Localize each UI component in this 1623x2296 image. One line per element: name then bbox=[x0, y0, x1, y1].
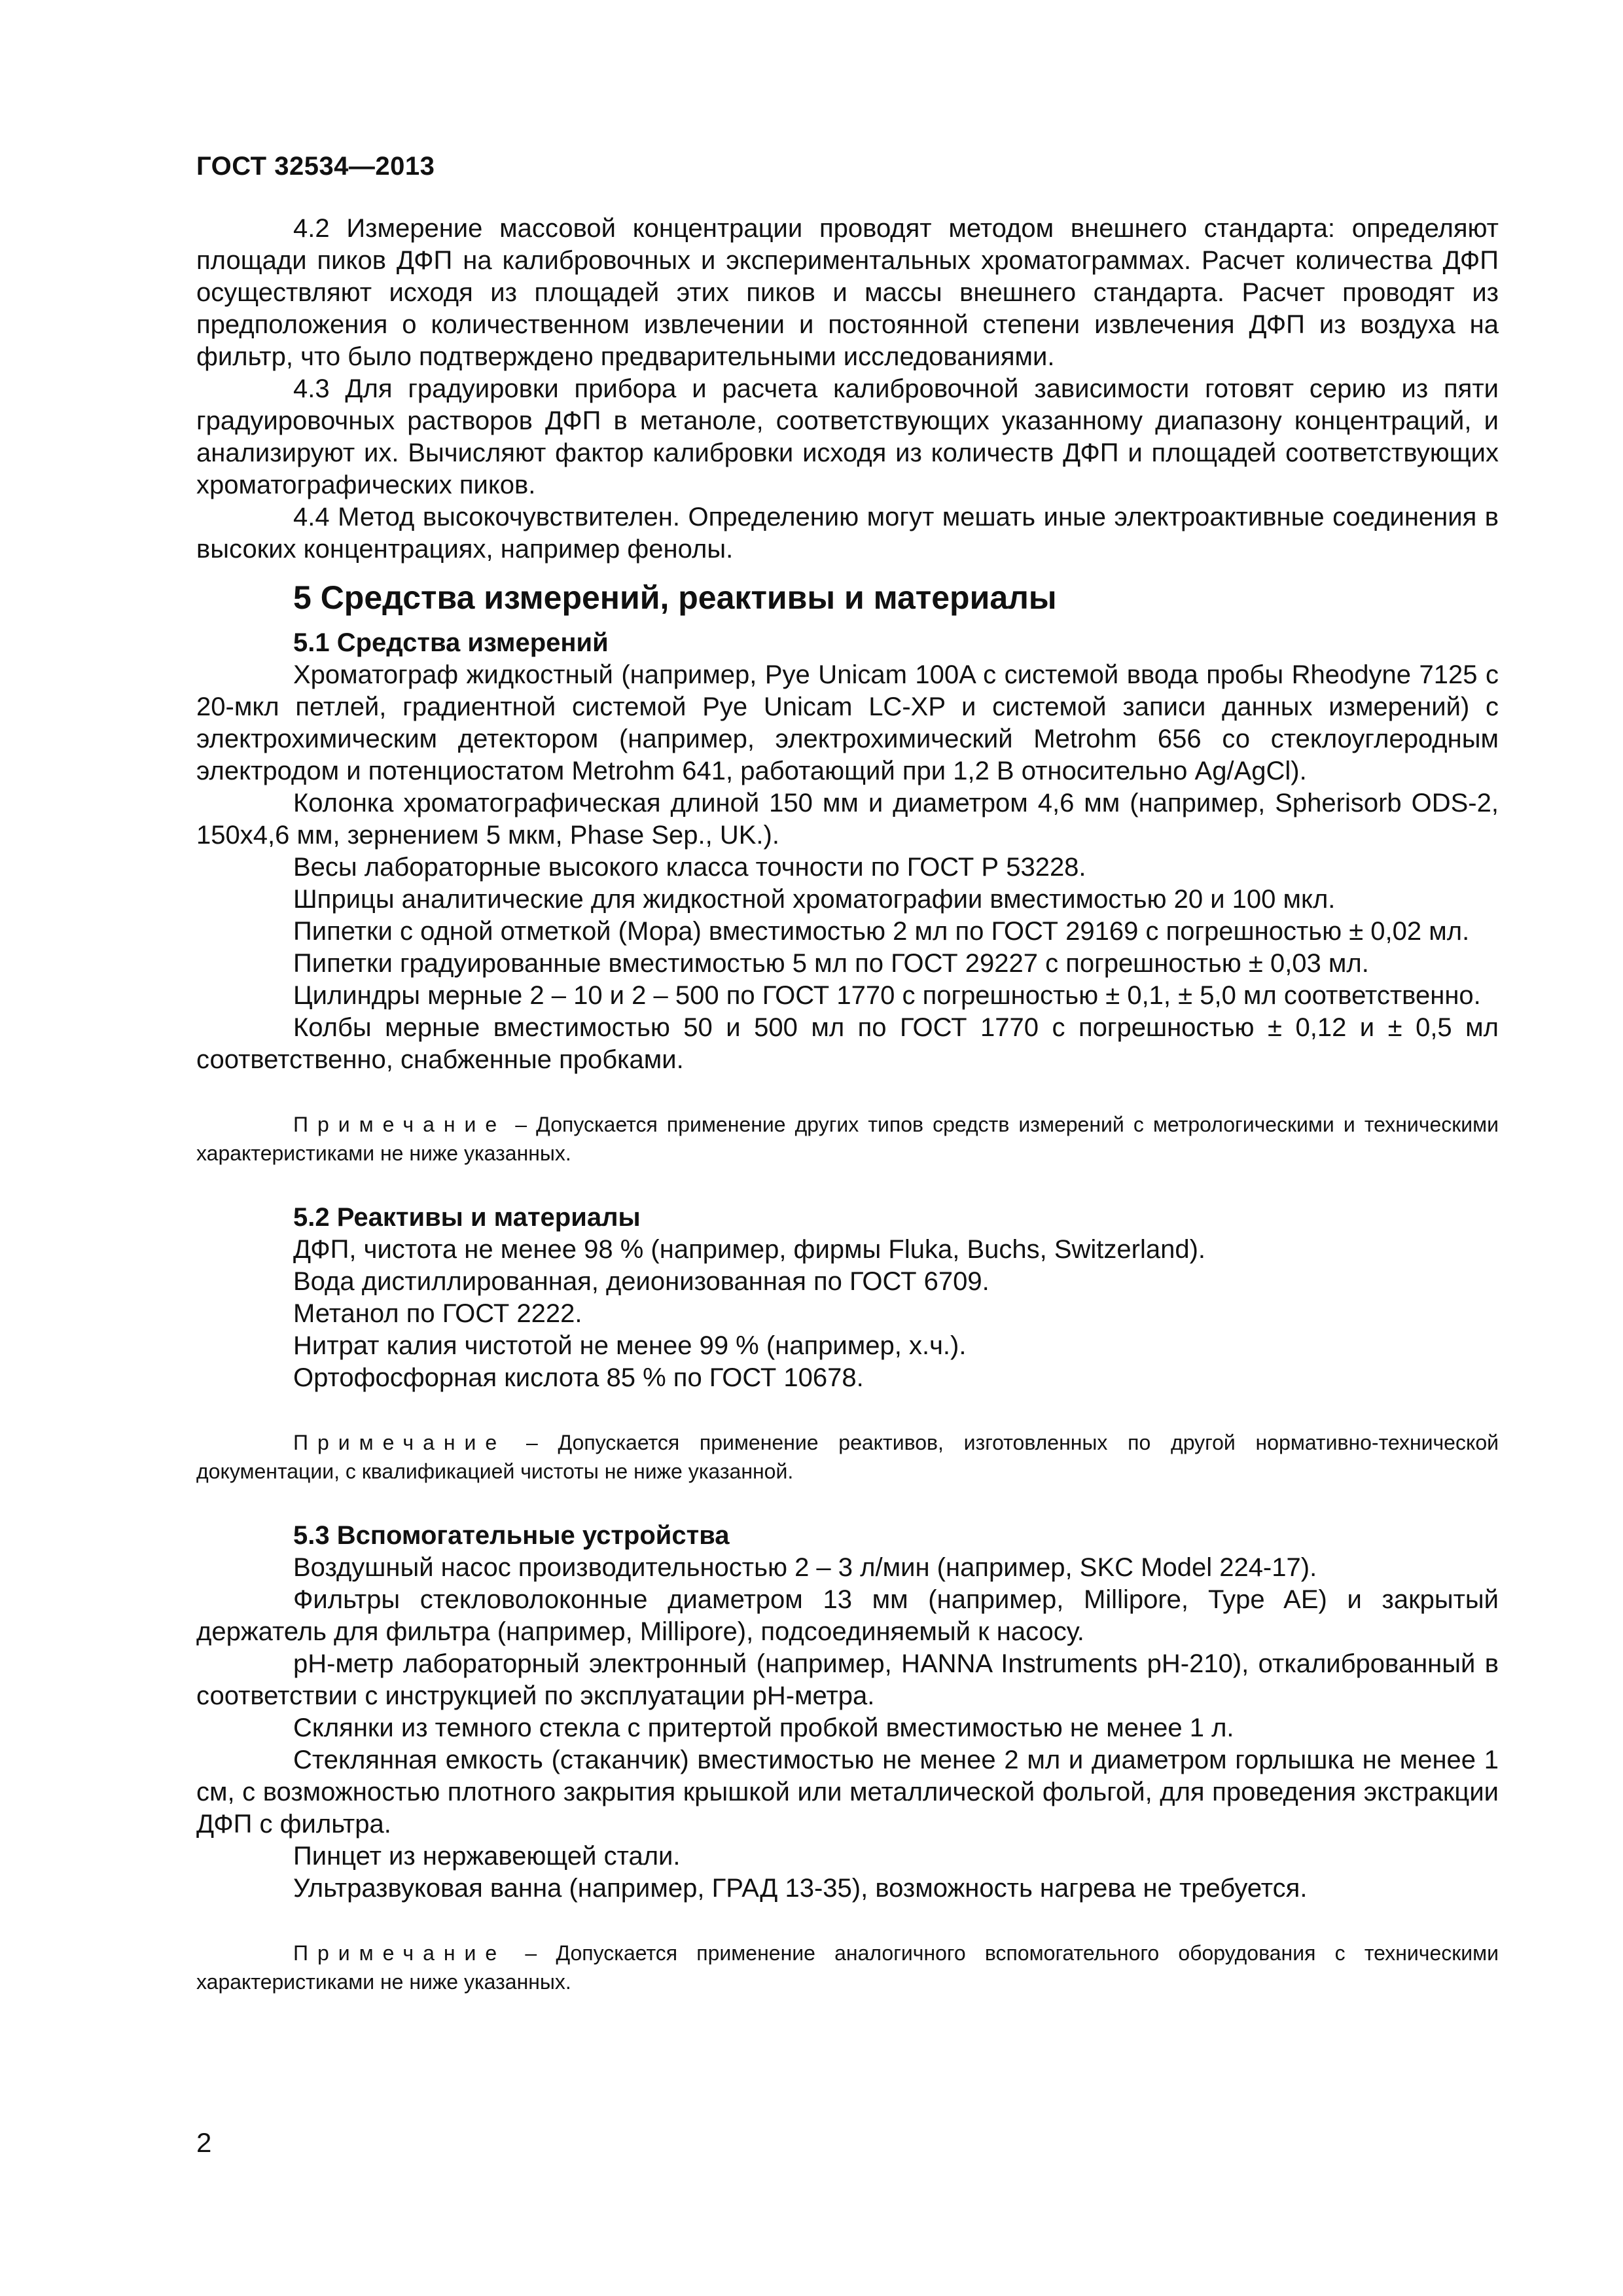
list-item: Пинцет из нержавеющей стали. bbox=[293, 1842, 681, 1871]
list-item: Хроматограф жидкостный (например, Pye Unicam 100A с системой ввода пробы Rheodyne 7125 с 20-мкл петлей, градиентной системой Pye Unicam LC-XP и системой записи данных измерений) с электрохимическим детектором (например, электрохимический Metrohm 656 со стеклоуглеродным электродом и потенциостатом Metrohm 641, работающий при 1,2 В относительно Ag/AgCl). bbox=[196, 660, 1499, 785]
list-item: Ультразвуковая ванна (например, ГРАД 13-35), возможность нагрева не требуется. bbox=[293, 1874, 1308, 1903]
subsection-5-1-heading: 5.1 Средства измерений bbox=[293, 628, 609, 657]
list-item: Фильтры стекловолоконные диаметром 13 мм (например, Millipore, Type AE) и закрытый держатель для фильтра (например, Millipore), подсоединяемый к насосу. bbox=[196, 1585, 1499, 1646]
list-item: Пипетки с одной отметкой (Мора) вместимостью 2 мл по ГОСТ 29169 с погрешностью ± 0,02 мл. bbox=[293, 917, 1470, 946]
list-item: Колбы мерные вместимостью 50 и 500 мл по ГОСТ 1770 с погрешностью ± 0,12 и ± 0,5 мл соответственно, снабженные пробками. bbox=[196, 1013, 1499, 1074]
list-item: Шприцы аналитические для жидкостной хроматографии вместимостью 20 и 100 мкл. bbox=[293, 885, 1336, 914]
subsection-5-3-heading: 5.3 Вспомогательные устройства bbox=[293, 1521, 730, 1550]
paragraph-4-2: 4.2 Измерение массовой концентрации проводят методом внешнего стандарта: определяют площади пиков ДФП на калибровочных и экспериментальных хроматограммах. Расчет количества ДФП осуществляют исходя из площадей этих пиков и массы внешнего стандарта. Расчет проводят из предположения о количественном извлечении и постоянной степени извлечения ДФП из воздуха на фильтр, что было подтверждено предварительными исследованиями. bbox=[196, 214, 1499, 371]
paragraph-4-3: 4.3 Для градуировки прибора и расчета калибровочной зависимости готовят серию из пяти градуировочных растворов ДФП в метаноле, соответствующих указанному диапазону концентраций, и анализируют их. Вычисляют фактор калибровки исходя из количеств ДФП и площадей соответствующих хроматографических пиков. bbox=[196, 374, 1499, 499]
note-5-1 bbox=[196, 1110, 1499, 1168]
page-body bbox=[196, 213, 1499, 1996]
page-number: 2 bbox=[196, 2127, 212, 2158]
list-item: Цилиндры мерные 2 – 10 и 2 – 500 по ГОСТ 1770 с погрешностью ± 0,1, ± 5,0 мл соответственно. bbox=[293, 981, 1481, 1010]
list-item: Склянки из темного стекла с притертой пробкой вместимостью не менее 1 л. bbox=[293, 1713, 1234, 1742]
note-5-3 bbox=[196, 1939, 1499, 1996]
list-item: pH-метр лабораторный электронный (например, HANNA Instruments pH-210), откалиброванный в соответствии с инструкцией по эксплуатации pH-метра. bbox=[196, 1649, 1499, 1710]
note-text: – Допускается применение реактивов, изготовленных по другой нормативно-технической документации, с квалификацией чистоты не ниже указанной. bbox=[196, 1431, 1499, 1483]
list-item: Метанол по ГОСТ 2222. bbox=[293, 1299, 582, 1328]
document-header: ГОСТ 32534—2013 bbox=[196, 152, 435, 181]
note-label: Примечание bbox=[293, 1113, 507, 1136]
subsection-5-2-heading: 5.2 Реактивы и материалы bbox=[293, 1203, 641, 1232]
note-label: Примечание bbox=[293, 1941, 507, 1965]
note-5-2 bbox=[196, 1428, 1499, 1486]
list-item: Ортофосфорная кислота 85 % по ГОСТ 10678. bbox=[293, 1363, 864, 1392]
list-item: Весы лабораторные высокого класса точности по ГОСТ Р 53228. bbox=[293, 853, 1086, 882]
list-item: Нитрат калия чистотой не менее 99 % (например, х.ч.). bbox=[293, 1331, 967, 1360]
list-item: Колонка хроматографическая длиной 150 мм и диаметром 4,6 мм (например, Spherisorb ODS-2, 150x4,6 мм, зернением 5 мкм, Phase Sep., UK.). bbox=[196, 789, 1499, 850]
list-item: ДФП, чистота не менее 98 % (например, фирмы Fluka, Buchs, Switzerland). bbox=[293, 1235, 1206, 1264]
list-item: Вода дистиллированная, деионизованная по ГОСТ 6709. bbox=[293, 1267, 990, 1296]
note-label: Примечание bbox=[293, 1431, 507, 1454]
list-item: Воздушный насос производительностью 2 – 3 л/мин (например, SKC Model 224-17). bbox=[293, 1553, 1317, 1582]
paragraph-4-4: 4.4 Метод высокочувствителен. Определению могут мешать иные электроактивные соединения в высоких концентрациях, например фенолы. bbox=[196, 503, 1499, 564]
list-item: Стеклянная емкость (стаканчик) вместимостью не менее 2 мл и диаметром горлышка не менее 1 см, с возможностью плотного закрытия крышкой или металлической фольгой, для проведения экстракции ДФП с фильтра. bbox=[196, 1746, 1499, 1839]
note-text: – Допускается применение аналогичного вспомогательного оборудования с техническими характеристиками не ниже указанных. bbox=[196, 1941, 1499, 1994]
section-5-heading: 5 Средства измерений, реактивы и материалы bbox=[293, 579, 1057, 616]
note-text: – Допускается применение других типов средств измерений с метрологическими и техническими характеристиками не ниже указанных. bbox=[196, 1113, 1499, 1165]
list-item: Пипетки градуированные вместимостью 5 мл по ГОСТ 29227 с погрешностью ± 0,03 мл. bbox=[293, 949, 1369, 978]
